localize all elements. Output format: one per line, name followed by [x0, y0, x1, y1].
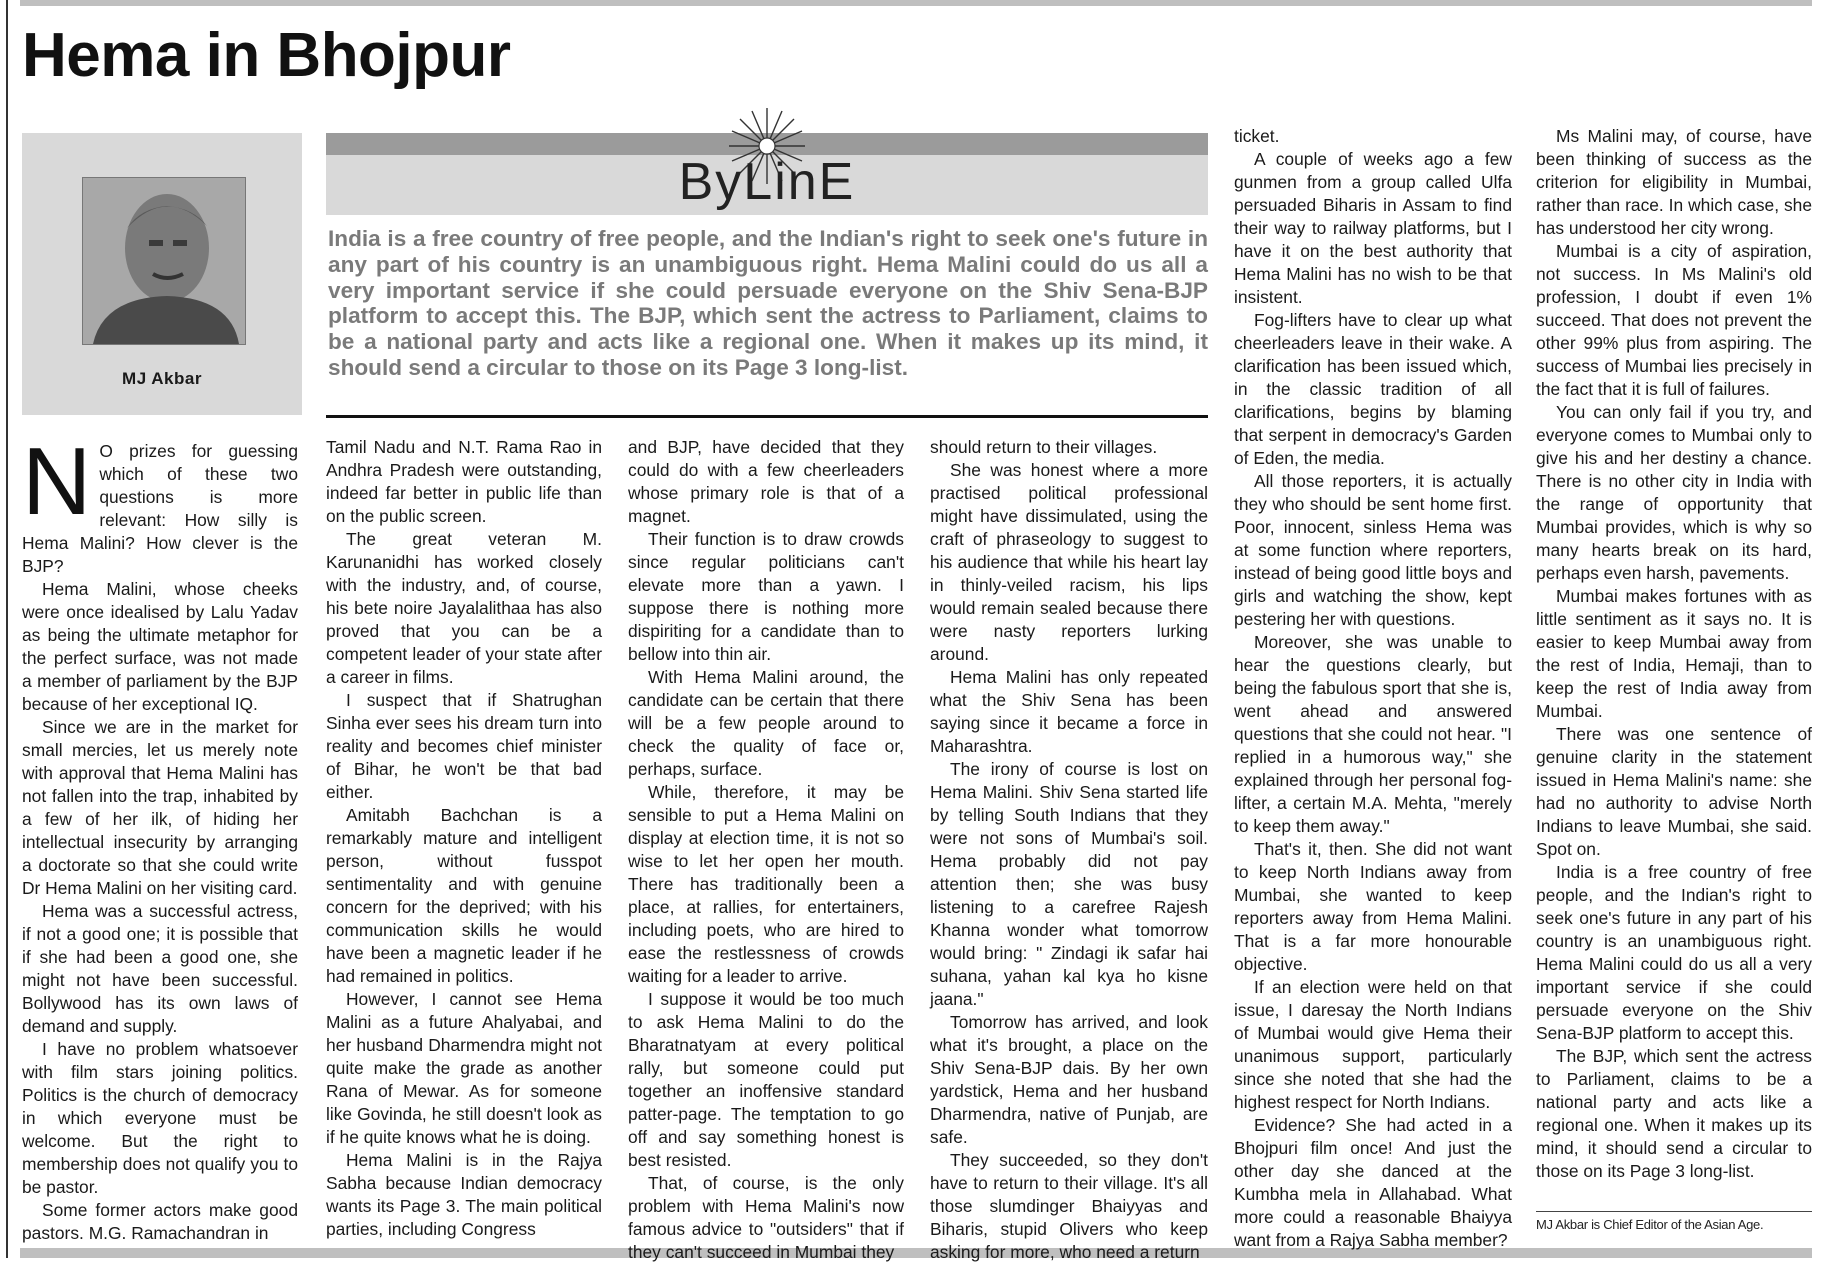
paragraph: Their function is to draw crowds since regular politicians can't elevate more than a yawn. I suppose there is nothing more dispiriting for a candidate than to bellow into thin air. [628, 529, 904, 664]
column-3 [628, 436, 904, 1262]
paragraph: Tamil Nadu and N.T. Rama Rao in Andhra Pradesh were outstanding, indeed far better in public life than on the public screen. [326, 437, 602, 526]
column-4 [930, 436, 1208, 1262]
paragraph: A couple of weeks ago a few gunmen from a group called Ulfa persuaded Biharis in Assam to find their way to railway platforms, but I have it on the best authority that Hema Malini has no wish to be that insistent. [1234, 149, 1512, 307]
paragraph: Fog-lifters have to clear up what cheerleaders leave in their wake. A clarification has been issued which, in the classic tradition of all clarifications, begins by blaming that serpent in democracy's Garden of Eden, the media. [1234, 310, 1512, 468]
author-name: MJ Akbar [122, 369, 202, 388]
paragraph: should return to their villages. [930, 437, 1158, 457]
paragraph: The BJP, which sent the actress to Parliament, claims to be a national party and acts like a regional one. When it makes up its mind, it should send a circular to those on its Page 3 long-list. [1536, 1046, 1812, 1181]
paragraph: ticket. [1234, 126, 1280, 146]
paragraph: If an election were held on that issue, I daresay the North Indians of Mumbai would give Hema their unanimous support, particularly since she noted that she had the highest respect for North Indians. [1234, 977, 1512, 1112]
top-rule [20, 0, 1812, 6]
section-label: ByLinE [678, 153, 856, 211]
paragraph: However, I cannot see Hema Malini as a future Ahalyabai, and her husband Dharmendra might not quite make the grade as another Rana of Mewar. As for someone like Govinda, he still doesn't look as if he quite knows what he is doing. [326, 989, 602, 1147]
paragraph: Some former actors make good pastors. M.G. Ramachandran in [22, 1200, 298, 1243]
paragraph: and BJP, have decided that they could do with a few cheerleaders whose primary role is that of a magnet. [628, 437, 904, 526]
paragraph: Hema was a successful actress, if not a good one; it is possible that if she had been a good one, she might not have been successful. Bollywood has its own laws of demand and supply. [22, 901, 298, 1036]
footnote-rule [1536, 1211, 1812, 1212]
paragraph: All those reporters, it is actually they who should be sent home first. Poor, innocent, sinless Hema was at some function where reporters, instead of being good little boys and girls and watching the show, kept pestering her with questions. [1234, 471, 1512, 629]
paragraph: Moreover, she was unable to hear the questions clearly, but being the fabulous sport that she is, went ahead and answered questions that she could not hear. "I replied in a humorous way," she explained through her personal fog-lifter, a certain M.A. Mehta, "merely to keep them away." [1234, 632, 1512, 836]
paragraph: Mumbai makes fortunes with as little sentiment as it says no. It is easier to keep Mumbai away from the rest of India, Hemaji, than to keep the rest of India away from Mumbai. [1536, 586, 1812, 721]
paragraph: Since we are in the market for small mercies, let us merely note with approval that Hema Malini has not fallen into the trap, inhabited by a few of her ilk, of hiding her intellectual insecurity by arranging a doctorate so that she could write Dr Hema Malini on her visiting card. [22, 717, 298, 898]
paragraph: Hema Malini, whose cheeks were once idealised by Lalu Yadav as being the ultimate metaphor for the perfect surface, was not made a member of parliament by the BJP because of her exceptional IQ. [22, 579, 298, 714]
paragraph: While, therefore, it may be sensible to put a Hema Malini on display at election time, it is not so wise to let her open her mouth. There has traditionally been a place, at rallies, for entertainers, including poets, who are hired to ease the restlessness of crowds waiting for a leader to arrive. [628, 782, 904, 986]
paragraph: The great veteran M. Karunanidhi has worked closely with the industry, and, of course, his bete noire Jayalalithaa has also proved that you can be a competent leader of your state after a career in films. [326, 529, 602, 687]
drop-cap: N [22, 428, 92, 535]
paragraph: The irony of course is lost on Hema Malini. Shiv Sena started life by telling South Indians that they were not sons of Mumbai's soil. Hema probably did not pay attention then; she was busy listening to a carefree Rajesh Khanna wonder what tomorrow would bring: " Zindagi ik safar hai suhana, yahan kal kya ho kisne jaana." [930, 759, 1208, 1009]
column-5 [1234, 125, 1512, 1248]
paragraph: Ms Malini may, of course, have been thinking of success as the criterion for eligibility in Mumbai, rather than race. In which case, she has understood her city wrong. [1536, 126, 1812, 238]
paragraph: That, of course, is the only problem with Hema Malini's now famous advice to "outsiders" that if they can't succeed in Mumbai they [628, 1173, 904, 1262]
column-6 [1536, 125, 1812, 1205]
portrait-silhouette [83, 178, 245, 344]
pull-quote: India is a free country of free people, and the Indian's right to seek one's future in any part of his country is an unambiguous right. Hema Malini could do us all a very important service if she could persuade everyone on the Shiv Sena-BJP platform to accept this. The BJP, which sent the actress to Parliament, claims to be a national party and acts like a regional one. When it makes up its mind, it should send a circular to those on its Page 3 long-list. [328, 226, 1208, 380]
paragraph: With Hema Malini around, the candidate can be certain that there will be a few people around to check the quality of face or, perhaps, surface. [628, 667, 904, 779]
paragraph: Amitabh Bachchan is a remarkably mature and intelligent person, without fusspot sentimentality and with genuine concern for the deprived; with his communication skills he would have been a magnetic leader if he had remained in politics. [326, 805, 602, 986]
pull-quote-rule [326, 415, 1208, 418]
column-2 [326, 436, 602, 1248]
paragraph: Mumbai is a city of aspiration, not success. In Ms Malini's old profession, I doubt if even 1% succeed. That does not prevent the other 99% plus from aspiring. The success of Mumbai lies precisely in the fact that it is full of failures. [1536, 241, 1812, 399]
paragraph: I suspect that if Shatrughan Sinha ever sees his dream turn into reality and becomes chief minister of Bihar, he won't be that bad either. [326, 690, 602, 802]
paragraph: Hema Malini is in the Rajya Sabha because Indian democracy wants its Page 3. The main political parties, including Congress [326, 1150, 602, 1239]
paragraph: Tomorrow has arrived, and look what it's brought, a place on the Shiv Sena-BJP dais. By her own yardstick, Hema and her husband Dharmendra, native of Punjab, are safe. [930, 1012, 1208, 1147]
page-title: Hema in Bhojpur [22, 21, 511, 90]
column-1 [22, 428, 298, 1248]
paragraph: India is a free country of free people, and the Indian's right to seek one's future in any part of his country is an unambiguous right. Hema Malini could do us all a very important service if she could persuade everyone on the Shiv Sena-BJP platform to accept this. [1536, 862, 1812, 1043]
paragraph: That's it, then. She did not want to keep North Indians away from Mumbai, she wanted to keep reporters away from Hema Malini. That is a far more honourable objective. [1234, 839, 1512, 974]
author-box [22, 133, 302, 415]
paragraph: Hema Malini has only repeated what the Shiv Sena has been saying since it became a force in Maharashtra. [930, 667, 1208, 756]
paragraph: I suppose it would be too much to ask Hema Malini to do the Bharatnatyam at every political rally, but someone could put together an inoffensive standard patter-page. The temptation to go off and say something honest is best resisted. [628, 989, 904, 1170]
paragraph: She was honest where a more practised political professional might have dissimulated, using the craft of phraseology to suggest to his audience that while his heart lay in thinly-veiled racism, his lips would remain sealed because there were nasty reporters lurking around. [930, 460, 1208, 664]
paragraph: I have no problem whatsoever with film stars joining politics. Politics is the church of democracy in which everyone must be welcome. But the right to membership does not qualify you to be pastor. [22, 1039, 298, 1197]
paragraph: There was one sentence of genuine clarity in the statement issued in Hema Malini's name: she had no authority to advise North Indians to leave Mumbai, she said. Spot on. [1536, 724, 1812, 859]
author-portrait-icon [82, 177, 246, 345]
paragraph: N O prizes for guessing which of these two questions is more relevant: How silly is Hema Malini? How clever is the BJP? [22, 428, 298, 576]
page-border [6, 0, 8, 1258]
bottom-rule [20, 1248, 1812, 1258]
paragraph: Evidence? She had acted in a Bhojpuri film once! And just the other day she danced at the Kumbha mela in Allahabad. What more could a reasonable Bhaiyya want from a Rajya Sabha member? [1234, 1115, 1512, 1250]
paragraph: You can only fail if you try, and everyone comes to Mumbai only to give his and her destiny a chance. There is no other city in India with the range of opportunity that Mumbai provides, which is why so many hearts break on its hard, perhaps even harsh, pavements. [1536, 402, 1812, 583]
paragraph: They succeeded, so they don't have to return to their village. It's all those slumdinger Bhaiyyas and Biharis, stupid Olivers who keep asking for more, who need a return [930, 1150, 1208, 1262]
author-footnote: MJ Akbar is Chief Editor of the Asian Age. [1536, 1217, 1764, 1232]
